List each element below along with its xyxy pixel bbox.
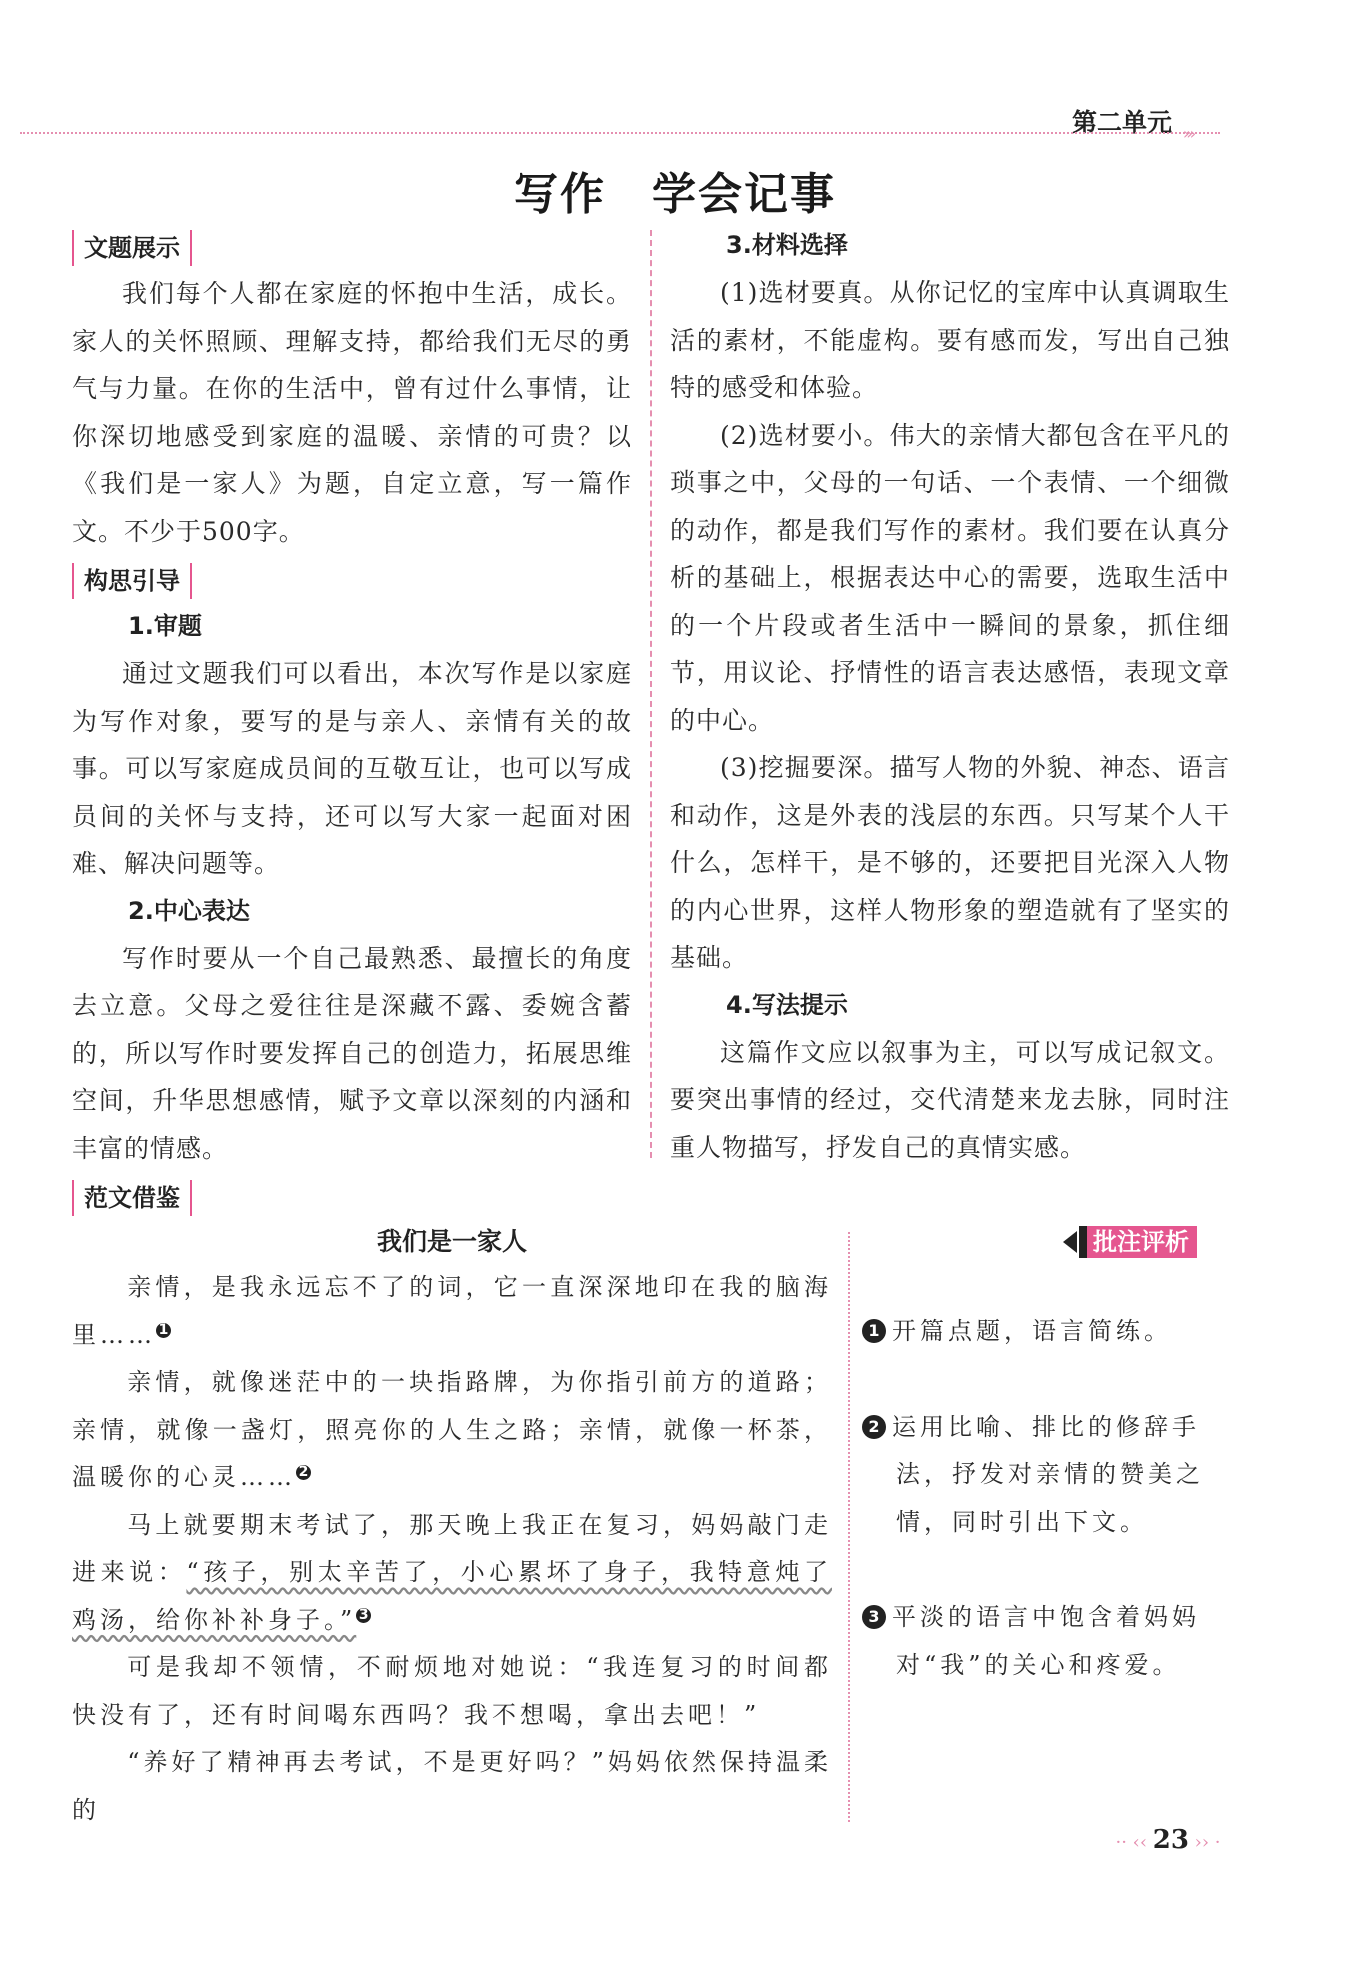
- heading-material: 3.材料选择: [726, 231, 848, 259]
- prompt-text: 我们每个人都在家庭的怀抱中生活，成长。家人的关怀照顾、理解支持，都给我们无尽的勇气与力量。在你的生活中，曾有过什么事情，让你深切地感受到家庭的温暖、亲情的可贵？以《我们是一家人》为题，自定立意，写一篇作文。不少于500字。: [72, 279, 632, 546]
- material-text-1: (1)选材要真。从你记忆的宝库中认真调取生活的素材，不能虚构。要有感而发，写出自己独特的感受和体验。: [670, 278, 1230, 402]
- annotation-list: [862, 1308, 1232, 1737]
- section-tag-sample: 范文借鉴: [72, 1180, 192, 1216]
- essay-title: 我们是一家人: [376, 1227, 527, 1256]
- right-column: [670, 222, 1230, 1171]
- note-marker-1: 1: [156, 1323, 171, 1338]
- sample-essay: [72, 1264, 832, 1834]
- essay-text-2: 亲情，就像迷茫中的一块指路牌，为你指引前方的道路；亲情，就像一盏灯，照亮你的人生之路；亲情，就像一杯茶，温暖你的心灵……: [72, 1368, 832, 1491]
- essay-text-3: 马上就要期末考试了，那天晚上我正在复习，妈妈敲门走进来说：: [72, 1510, 832, 1586]
- heading-theme: 2.中心表达: [128, 896, 250, 925]
- essay-divider: [848, 1232, 850, 1822]
- section-tag-prompt: 文题展示: [72, 230, 192, 266]
- theme-text: 写作时要从一个自己最熟悉、最擅长的角度去立意。父母之爱往往是深藏不露、委婉含蓄的，所以写作时要发挥自己的创造力，拓展思维空间，升华思想感情，赋予文章以深刻的内涵和丰富的情感。: [72, 943, 632, 1163]
- essay-paragraph: “养好了精神再去考试，不是更好吗？”妈妈依然保持温柔的: [72, 1748, 832, 1824]
- note-marker-3: 3: [356, 1608, 371, 1623]
- chevron-left-icon: [1063, 1231, 1077, 1253]
- annotation-badge: [1063, 1225, 1223, 1259]
- annotation-item: [862, 1308, 1232, 1356]
- dots-decoration-icon: ·· ‹‹: [1115, 1832, 1153, 1853]
- unit-label: 第二单元: [1072, 108, 1173, 137]
- essay-paragraph: [72, 1359, 832, 1502]
- header-rule: [20, 132, 1220, 134]
- annotation-item: [862, 1404, 1232, 1547]
- page-number-value: 23: [1152, 1825, 1189, 1855]
- annotation-number: 1: [862, 1319, 886, 1343]
- annotation-number: 3: [862, 1605, 886, 1629]
- page-number: [1093, 1825, 1243, 1855]
- material-text-2: (2)选材要小。伟大的亲情大都包含在平凡的琐事之中，父母的一句话、一个表情、一个细微的动作，都是我们写作的素材。我们要在认真分析的基础上，根据表达中心的需要，选取生活中的一个片段或者生活中一瞬间的景象，抓住细节，用议论、抒情性的语言表达感悟，表现文章的中心。: [670, 420, 1230, 735]
- annotation-text: 开篇点题，语言简练。: [892, 1317, 1172, 1345]
- annotation-text: 运用比喻、排比的修辞手法，抒发对亲情的赞美之情，同时引出下文。: [892, 1412, 1204, 1536]
- section-tag-guide: 构思引导: [72, 563, 192, 599]
- annotation-number: 2: [862, 1415, 886, 1439]
- note-marker-2: 2: [296, 1465, 311, 1480]
- annotation-label: 批注评析: [1079, 1226, 1197, 1258]
- left-column: [72, 222, 632, 1220]
- essay-text-1: 亲情，是我永远忘不了的词，它一直深深地印在我的脑海里……: [72, 1273, 832, 1349]
- header-arrows-icon: ›››: [1183, 124, 1194, 143]
- essay-quote-underlined: “孩子，别太辛苦了，小心累坏了身子，我特意炖了鸡汤，给你补补身子。”: [72, 1558, 832, 1634]
- material-text-3: (3)挖掘要深。描写人物的外貌、神态、语言和动作，这是外表的浅层的东西。只写某个人干什么，怎样干，是不够的，还要把目光深入人物的内心世界，这样人物形象的塑造就有了坚实的基础。: [670, 753, 1230, 972]
- page-title: 写作 学会记事: [514, 169, 836, 220]
- essay-paragraph: 可是我却不领情，不耐烦地对她说：“我连复习的时间都快没有了，还有时间喝东西吗？我不想喝，拿出去吧！”: [72, 1653, 832, 1729]
- essay-paragraph: [72, 1502, 832, 1645]
- method-text: 这篇作文应以叙事为主，可以写成记叙文。要突出事情的经过，交代清楚来龙去脉，同时注重人物描写，抒发自己的真情实感。: [670, 1037, 1230, 1162]
- annotation-text: 平淡的语言中饱含着妈妈对“我”的关心和疼爱。: [892, 1603, 1200, 1679]
- annotation-item: [862, 1594, 1232, 1689]
- column-divider: [650, 230, 652, 1158]
- essay-paragraph: [72, 1264, 832, 1359]
- heading-analysis: 1.审题: [128, 612, 202, 640]
- heading-method: 4.写法提示: [726, 990, 848, 1019]
- analysis-text: 通过文题我们可以看出，本次写作是以家庭为写作对象，要写的是与亲人、亲情有关的故事。可以写家庭成员间的互敬互让，也可以写成员间的关怀与支持，还可以写大家一起面对困难、解决问题等。: [72, 659, 632, 878]
- dots-decoration-icon: ›› ·: [1188, 1832, 1221, 1853]
